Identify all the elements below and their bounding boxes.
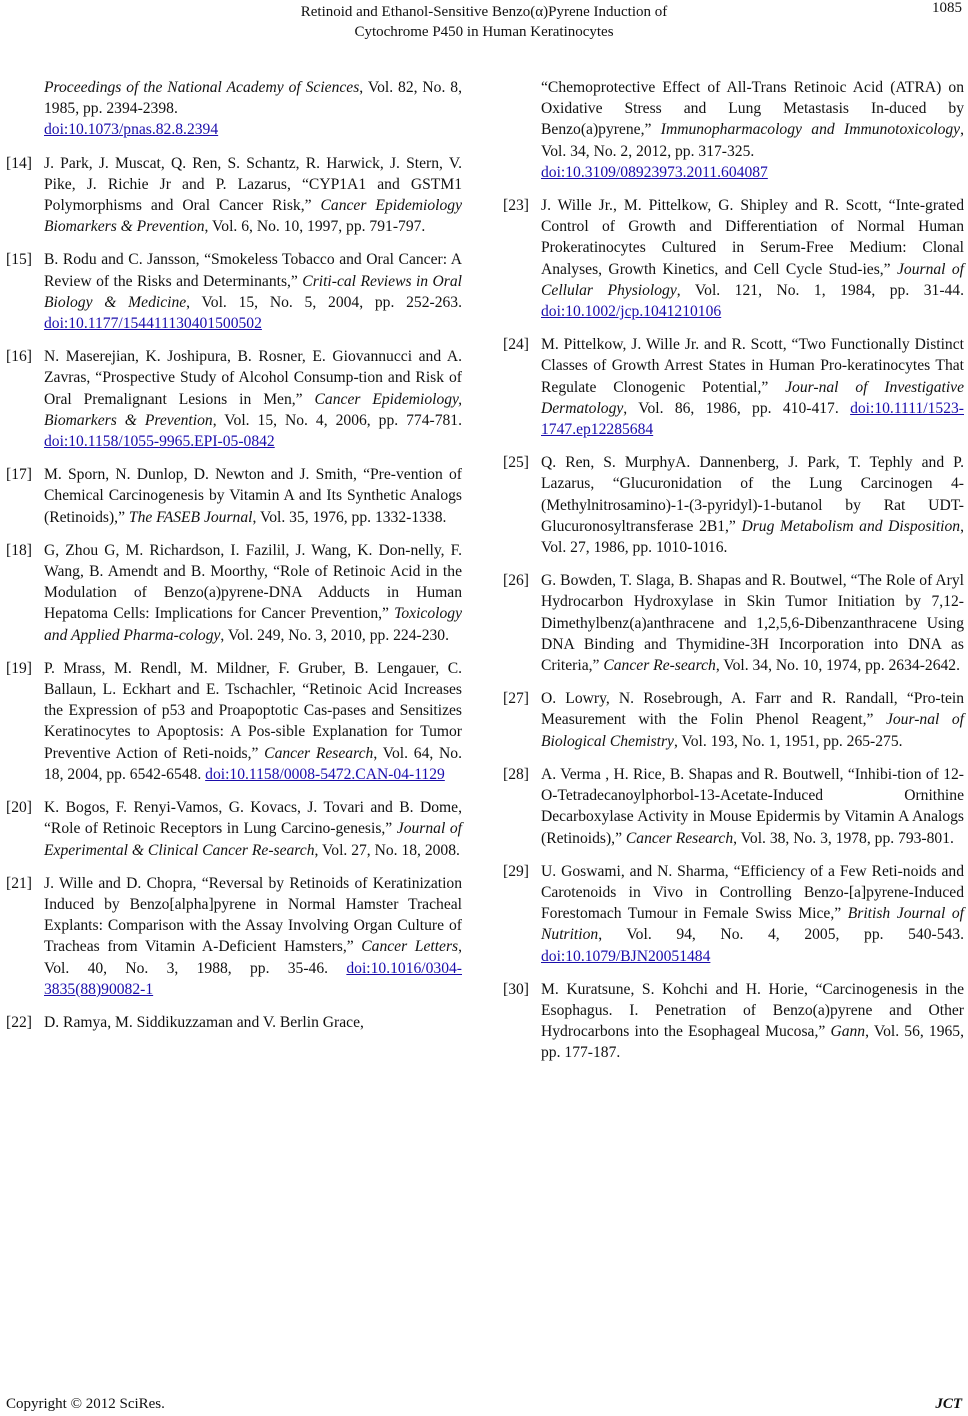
reference-journal: Cancer Re-search (603, 657, 716, 675)
reference-text: G, Zhou G, M. Richardson, I. Fazilil, J. Wang, K. Don-nelly, F. Wang, B. Amendt and B. Moorthy, “Role of Retinoic Acid in the Modulation of Benzo(a)pyrene-DNA Adducts in Human Hepatoma Cells: Implications for Cancer Prevention,” (44, 541, 462, 623)
reference-item (503, 979, 964, 1064)
reference-details: , Vol. 6, No. 10, 1997, pp. 791-797. (204, 218, 426, 236)
reference-details: , Vol. 27, No. 18, 2008. (314, 841, 460, 859)
reference-text: M. Kuratsune, S. Kohchi and H. Horie, “Carcinogenesis in the Esophagus. I. Penetration of Benzo(a)pyrene and Other Hydrocarbons into the Esophageal Mucosa,” (541, 980, 964, 1041)
reference-journal: Gann (830, 1023, 866, 1041)
reference-item (6, 1012, 462, 1033)
reference-details: , Vol. 35, 1976, pp. 1332-1338. (252, 508, 447, 526)
reference-text: B. Rodu and C. Jansson, “Smokeless Tobacco and Oral Cancer: A Review of the Risks and Determinants,” (44, 251, 462, 290)
reference-text: Q. Ren, S. MurphyA. Dannenberg, J. Park, T. Tephly and P. Lazarus, “Glucuronidation of the Lung Carcinogen 4-(Methylnitrosamino)-1-(3-pyridyl)-1-butanol by Rat UDT-Glucuronosyltransferase 2B1,” (541, 454, 964, 535)
reference-number: [27] (503, 690, 529, 708)
reference-journal: The FASEB Journal (128, 508, 253, 526)
reference-details: , Vol. 40, No. 3, 1988, pp. 35-46. (44, 938, 462, 977)
reference-item (503, 688, 964, 752)
doi-link[interactable]: doi:10.1158/1055-9965.EPI-05-0842 (44, 433, 275, 451)
reference-text: J. Park, J. Muscat, Q. Ren, S. Schantz, R. Harwick, J. Stern, V. Pike, J. Richie Jr and P. Lazarus, “CYP1A1 and GSTM1 Polymorphisms and Oral Cancer Risk,” (44, 154, 462, 215)
running-header (0, 2, 968, 42)
reference-number: [15] (6, 251, 32, 269)
reference-continuation (503, 77, 964, 183)
reference-item (6, 464, 462, 528)
reference-text: U. Goswami, and N. Sharma, “Efficiency of a Few Reti-noids and Carotenoids in Vivo in Controlling Benzo-[a]pyrene-Induced Forestomach Tumour in Female Swiss Mice,” (541, 862, 964, 923)
reference-number: [21] (6, 874, 32, 892)
reference-number: [16] (6, 348, 32, 366)
copyright-notice: Copyright © 2012 SciRes. (6, 1396, 165, 1412)
reference-number: [30] (503, 980, 529, 998)
header-title-line1: Retinoid and Ethanol-Sensitive Benzo(α)Pyrene Induction of (300, 4, 668, 20)
right-reference-list (503, 195, 964, 1064)
reference-number: [20] (6, 799, 32, 817)
reference-details: , Vol. 38, No. 3, 1978, pp. 793-801. (733, 829, 954, 847)
reference-number: [29] (503, 862, 529, 880)
reference-text: K. Bogos, F. Renyi-Vamos, G. Kovacs, J. Tovari and B. Dome, “Role of Retinoic Receptors in Lung Carcino-genesis,” (44, 799, 462, 838)
reference-item (503, 195, 964, 322)
reference-number: [17] (6, 466, 32, 484)
reference-text: M. Sporn, N. Dunlop, D. Newton and J. Smith, “Pre-vention of Chemical Carcinogenesis by Vitamin A and Its Synthetic Analogs (Retinoids),” (44, 466, 462, 526)
reference-journal: Proceedings of the National Academy of Sciences (44, 79, 360, 96)
reference-journal: Jour-nal of Biological Chemistry (541, 711, 964, 750)
journal-abbreviation: JCT (935, 1396, 962, 1412)
reference-item (6, 658, 462, 785)
reference-journal: Cancer Epidemiology Biomarkers & Prevention (44, 197, 462, 236)
reference-number: [25] (503, 454, 529, 472)
doi-link[interactable]: doi:10.1016/0304-3835(88)90082-1 (44, 959, 462, 998)
reference-item (503, 334, 964, 440)
reference-item (6, 346, 462, 452)
reference-journal: Cancer Letters (361, 938, 459, 956)
reference-details: , Vol. 27, 1986, pp. 1010-1016. (541, 517, 964, 557)
reference-item (6, 153, 462, 238)
reference-journal: Immunopharmacology and Immunotoxicology (660, 121, 961, 139)
reference-number: [23] (503, 197, 529, 215)
reference-journal: Drug Metabolism and Disposition (741, 517, 961, 535)
reference-item (503, 764, 964, 849)
reference-journal: British Journal of Nutrition (541, 905, 964, 944)
reference-item (503, 570, 964, 676)
header-title-line2: Cytochrome P450 in Human Keratinocytes (354, 24, 614, 40)
reference-item (503, 861, 964, 967)
reference-number: [24] (503, 336, 529, 354)
reference-text: P. Mrass, M. Rendl, M. Mildner, F. Gruber, B. Lengauer, C. Ballaun, L. Eckhart and E. Tschachler, “Retinoic Acid Increases the Expression of p53 and Proapoptotic Cas-pases and Sensitizes Keratinocytes to Apoptosis: A Pos-sible Explanation for Tumor Preventive Action of Reti-noids,” (44, 659, 462, 762)
reference-details: , Vol. 121, No. 1, 1984, pp. 31-44. (676, 281, 965, 299)
reference-journal: Journal of Experimental & Clinical Cancer Re-search (44, 820, 462, 859)
reference-text: J. Wille and D. Chopra, “Reversal by Retinoids of Keratinization Induced by Benzo[alpha]pyrene in Normal Hamster Tracheal Explants: Comparison with the Assay Involving Organ Culture of Tracheas from Vitamin A-Deficient Hamsters,” (44, 874, 462, 956)
reference-text: O. Lowry, N. Rosebrough, A. Farr and R. Randall, “Pro-tein Measurement with the Folin Phenol Reagent,” (541, 690, 964, 729)
page-number: 1085 (932, 0, 962, 16)
reference-journal: Toxicology and Applied Pharma-cology (44, 605, 462, 644)
right-column (503, 77, 964, 1076)
reference-journal: Jour-nal of Investigative Dermatology (541, 378, 965, 417)
left-reference-list (6, 153, 462, 1034)
reference-details: , Vol. 193, No. 1, 1951, pp. 265-275. (673, 732, 903, 750)
reference-number: [26] (503, 572, 529, 590)
reference-item (6, 540, 462, 646)
reference-number: [19] (6, 659, 32, 677)
reference-details: , Vol. 249, No. 3, 2010, pp. 224-230. (220, 626, 449, 644)
doi-link[interactable]: doi:10.1073/pnas.82.8.2394 (44, 121, 219, 139)
reference-item (6, 873, 462, 1000)
reference-item (6, 797, 462, 861)
reference-details: , Vol. 15, No. 5, 2004, pp. 252-263. (186, 293, 462, 311)
reference-details: , Vol. 34, No. 10, 1974, pp. 2634-2642. (715, 657, 960, 675)
reference-details: , Vol. 15, No. 4, 2006, pp. 774-781. (212, 411, 463, 429)
reference-continuation (6, 77, 462, 141)
reference-item (503, 452, 964, 558)
reference-number: [28] (503, 765, 529, 783)
reference-item (6, 249, 462, 334)
reference-journal: Cancer Research (625, 829, 734, 847)
reference-details: , Vol. 86, 1986, pp. 410-417. (623, 399, 851, 417)
reference-details: , Vol. 82, No. 8, 1985, pp. 2394-2398. (44, 79, 462, 118)
reference-journal: Cancer Epidemiology, Biomarkers & Prevention (44, 390, 463, 429)
doi-link[interactable]: doi:10.1111/1523-1747.ep12285684 (541, 399, 964, 439)
reference-text: N. Maserejian, K. Joshipura, B. Rosner, E. Giovannucci and A. Zavras, “Prospective Study of Alcohol Consump-tion and Risk of Oral Premalignant Lesions in Men,” (44, 348, 462, 408)
reference-details: , Vol. 56, 1965, pp. 177-187. (541, 1023, 964, 1062)
reference-text: G. Bowden, T. Slaga, B. Shapas and R. Boutwel, “The Role of Aryl Hydrocarbon Hydroxylase in Skin Tumor Initiation by 7,12-Dimethylbenz(a)anthracene and 1,2,5,6-Dibenzanthracene Using DNA Binding and Thymidine-3H Incorporation into DNA as Criteria,” (541, 572, 964, 675)
reference-text: D. Ramya, M. Siddikuzzaman and V. Berlin Grace, (44, 1013, 364, 1031)
left-column (6, 77, 462, 1045)
reference-number: [18] (6, 541, 32, 559)
reference-text: A. Verma , H. Rice, B. Shapas and R. Boutwell, “Inhibi-tion of 12-O-Tetradecanoylphorbol-13-Acetate-Induced Ornithine Decarboxylase Activity in Mouse Epidermis by Vitamin A Analogs (Retinoids),” (541, 765, 964, 847)
reference-journal: Cancer Research (264, 744, 374, 762)
doi-link[interactable]: doi:10.1079/BJN20051484 (541, 947, 711, 965)
reference-journal: Journal of Cellular Physiology (541, 260, 964, 299)
reference-details: , Vol. 64, No. 18, 2004, pp. 6542-6548. (44, 744, 462, 783)
doi-link[interactable]: doi:10.1002/jcp.1041210106 (541, 303, 722, 321)
reference-number: [14] (6, 154, 32, 172)
reference-number: [22] (6, 1013, 32, 1031)
reference-details: , Vol. 94, No. 4, 2005, pp. 540-543. (598, 926, 964, 944)
doi-link[interactable]: doi:10.3109/08923973.2011.604087 (541, 163, 768, 181)
doi-link[interactable]: doi:10.1177/154411130401500502 (44, 315, 262, 333)
reference-text: “Chemoprotective Effect of All-Trans Retinoic Acid (ATRA) on Oxidative Stress and Lung Metastasis In-duced by Benzo(a)pyrene,” (541, 79, 964, 139)
reference-journal: Criti-cal Reviews in Oral Biology & Medicine (44, 272, 462, 311)
doi-link[interactable]: doi:10.1158/0008-5472.CAN-04-1129 (205, 765, 445, 783)
reference-text: M. Pittelkow, J. Wille Jr. and R. Scott, “Two Functionally Distinct Classes of Growth Arrest States in Human Pro-keratinocytes That Regulate Clonogenic Potential,” (541, 336, 964, 396)
reference-text: J. Wille Jr., M. Pittelkow, G. Shipley and R. Scott, “Inte-grated Control of Growth and Differentiation of Normal Human Prokeratinocytes Cultured in Serum-Free Medium: Clonal Analyses, Growth Kinetics, and Cell Cycle Stud-ies,” (541, 197, 964, 278)
reference-details: , Vol. 34, No. 2, 2012, pp. 317-325. (541, 121, 964, 160)
